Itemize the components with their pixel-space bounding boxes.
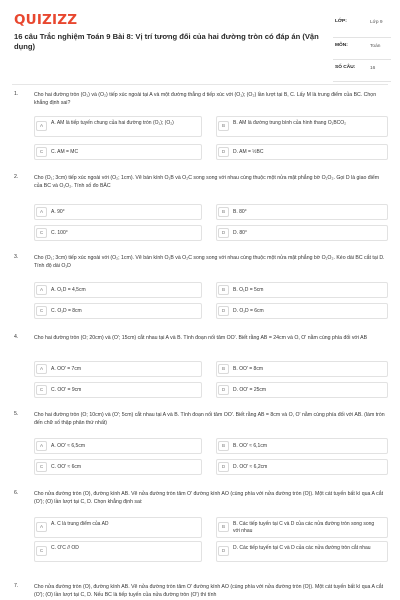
option-text: B. OO' = 8cm — [233, 366, 263, 372]
option-letter: A — [36, 522, 47, 532]
option-letter: B — [218, 207, 229, 217]
question-text: Cho hai đường tròn (O; 10cm) và (O'; 5cm) cắt nhau tại A và B. Tính đoạn nối tâm OO'. Biết rằng AB = 8cm và O, O' nằm cùng phía đối với AB. (làm tròn đến chữ số thập phân thứ nhất) — [34, 412, 385, 427]
option-text: B. AM là đường trung bình của hình thang O₁BCO₂ — [233, 120, 347, 126]
option-letter: A — [36, 121, 47, 131]
option-letter: C — [36, 462, 47, 472]
option-letter: D — [218, 385, 229, 395]
option-text: C. 100° — [51, 230, 68, 236]
option-letter: B — [218, 364, 229, 374]
option-c[interactable] — [34, 144, 202, 160]
option-c[interactable] — [34, 225, 202, 241]
document-header — [0, 0, 400, 78]
option-letter: A — [36, 441, 47, 451]
quizizz-logo: QUIZIZZ — [14, 12, 78, 28]
option-text: D. Các tiếp tuyến tại C và D của các nửa đường tròn cắt nhau — [233, 545, 371, 551]
option-text: A. 90° — [51, 209, 65, 215]
option-letter: A — [36, 285, 47, 295]
option-text: C. OO' = 9cm — [51, 387, 82, 393]
document-title: 16 câu Trắc nghiệm Toán 9 Bài 8: Vị trí tương đối của hai đường tròn có đáp án (Vận dụng) — [14, 32, 319, 51]
option-letter: C — [36, 385, 47, 395]
option-letter: D — [218, 147, 229, 157]
option-a[interactable] — [34, 116, 202, 137]
option-text: D. OO' ≈ 6,2cm — [233, 464, 268, 470]
option-letter: D — [218, 228, 229, 238]
option-b[interactable] — [216, 282, 388, 298]
question-text: Cho hai đường tròn (O; 20cm) và (O'; 15cm) cắt nhau tại A và B. Tính đoạn nối tâm OO'. Biết rằng AB = 24cm và O, O' nằm cùng phía đối với AB — [34, 335, 368, 341]
meta-row-count — [333, 60, 391, 82]
meta-value: 16 — [370, 66, 376, 71]
option-c[interactable] — [34, 459, 202, 475]
option-letter: B — [218, 441, 229, 451]
meta-value: Toán — [370, 44, 381, 49]
option-c[interactable] — [34, 303, 202, 319]
question-number: 1. — [14, 91, 19, 97]
option-b[interactable] — [216, 438, 388, 454]
question-text: Cho hai đường tròn (O₁) và (O₂) tiếp xúc ngoài tại A và một đường thẳng d tiếp xúc với (O₁); (O₂) lần lượt tại B, C. Lấy M là trung điểm của BC. Chọn khẳng định sai? — [34, 92, 377, 107]
option-text: C. OO' ≈ 6cm — [51, 464, 82, 470]
option-letter: B — [218, 522, 229, 532]
option-text: A. C là trung điểm của AD — [51, 521, 109, 527]
option-a[interactable] — [34, 517, 202, 538]
option-d[interactable] — [216, 541, 388, 562]
meta-label: SỐ CÂU: — [335, 65, 356, 70]
question-text: Cho nửa đường tròn (O), đường kính AB. Vẽ nửa đường tròn tâm O' đường kính AO (cùng phía với nửa đường tròn (O)). Một cát tuyến bất kì qua A cắt (O'); (O) lần lượt tại C, D. Chọn khẳng định sai: — [34, 491, 384, 506]
header-divider — [12, 84, 388, 85]
question-number: 6. — [14, 490, 19, 496]
question-number: 5. — [14, 411, 19, 417]
option-text: D. OO' = 25cm — [233, 387, 267, 393]
option-text: A. OO' = 7cm — [51, 366, 81, 372]
option-d[interactable] — [216, 144, 388, 160]
option-letter: B — [218, 285, 229, 295]
question-text: Cho (O₁; 3cm) tiếp xúc ngoài với (O₂; 1cm). Vẽ bán kính O₁B và O₂C song song với nhau cùng thuộc một nửa mặt phẳng bờ O₁O₂. Gọi D là giao điểm của BC và O₁O₂. Tính số đo BÂC — [34, 175, 380, 190]
option-letter: D — [218, 306, 229, 316]
meta-value: Lớp 9 — [370, 20, 383, 25]
option-b[interactable] — [216, 517, 388, 538]
option-b[interactable] — [216, 116, 388, 137]
question-text: Cho nửa đường tròn (O), đường kính AB. Vẽ nửa đường tròn tâm O' đường kính AO (cùng phía với nửa đường tròn (O)). Một cát tuyến bất kì qua A cắt (O'); (O) lần lượt tại C, D. Nếu BC là tiếp tuyến của nửa đường tròn (O') thì tính — [34, 584, 384, 599]
option-text: B. O₁D = 5cm — [233, 287, 264, 293]
meta-label: LỚP: — [335, 19, 347, 24]
option-b[interactable] — [216, 361, 388, 377]
meta-label: MÔN: — [335, 43, 348, 48]
option-d[interactable] — [216, 225, 388, 241]
option-d[interactable] — [216, 459, 388, 475]
option-letter: D — [218, 546, 229, 556]
question-number: 4. — [14, 334, 19, 340]
option-text: B. Các tiếp tuyến tại C và D của các nửa đường tròn song song với nhau — [233, 521, 375, 534]
option-letter: C — [36, 546, 47, 556]
option-letter: C — [36, 306, 47, 316]
option-letter: A — [36, 364, 47, 374]
question-number: 2. — [14, 174, 19, 180]
option-letter: D — [218, 462, 229, 472]
option-text: C. O'C // OD — [51, 545, 79, 551]
option-text: B. OO' ≈ 6,1cm — [233, 443, 267, 449]
meta-row-grade — [333, 14, 391, 38]
option-a[interactable] — [34, 282, 202, 298]
option-text: C. O₁D = 8cm — [51, 308, 82, 314]
meta-row-subject — [333, 38, 391, 60]
option-text: A. O₁D = 4,5cm — [51, 287, 86, 293]
option-c[interactable] — [34, 382, 202, 398]
question-text: Cho (O₁; 3cm) tiếp xúc ngoài với (O₂; 1cm). Vẽ bán kính O₁B và O₂C song song với nhau cùng thuộc một nửa mặt phẳng bờ O₁O₂. Kéo dài BC cắt tại D. Tính độ dài O₁D — [34, 255, 385, 270]
option-text: C. AM = MC — [51, 149, 79, 155]
option-text: D. AM = ½BC — [233, 149, 264, 155]
option-d[interactable] — [216, 303, 388, 319]
option-a[interactable] — [34, 204, 202, 220]
option-a[interactable] — [34, 438, 202, 454]
option-letter: C — [36, 228, 47, 238]
option-d[interactable] — [216, 382, 388, 398]
option-text: B. 80° — [233, 209, 247, 215]
option-text: A. OO' ≈ 6,5cm — [51, 443, 85, 449]
option-c[interactable] — [34, 541, 202, 562]
option-b[interactable] — [216, 204, 388, 220]
question-number: 3. — [14, 254, 19, 260]
option-text: D. O₁D = 6cm — [233, 308, 264, 314]
meta-table — [333, 14, 391, 82]
option-letter: A — [36, 207, 47, 217]
option-letter: C — [36, 147, 47, 157]
option-a[interactable] — [34, 361, 202, 377]
option-text: D. 80° — [233, 230, 247, 236]
question-number: 7. — [14, 583, 19, 589]
option-letter: B — [218, 121, 229, 131]
option-text: A. AM là tiếp tuyến chung của hai đường tròn (O₁); (O₂) — [51, 120, 174, 126]
